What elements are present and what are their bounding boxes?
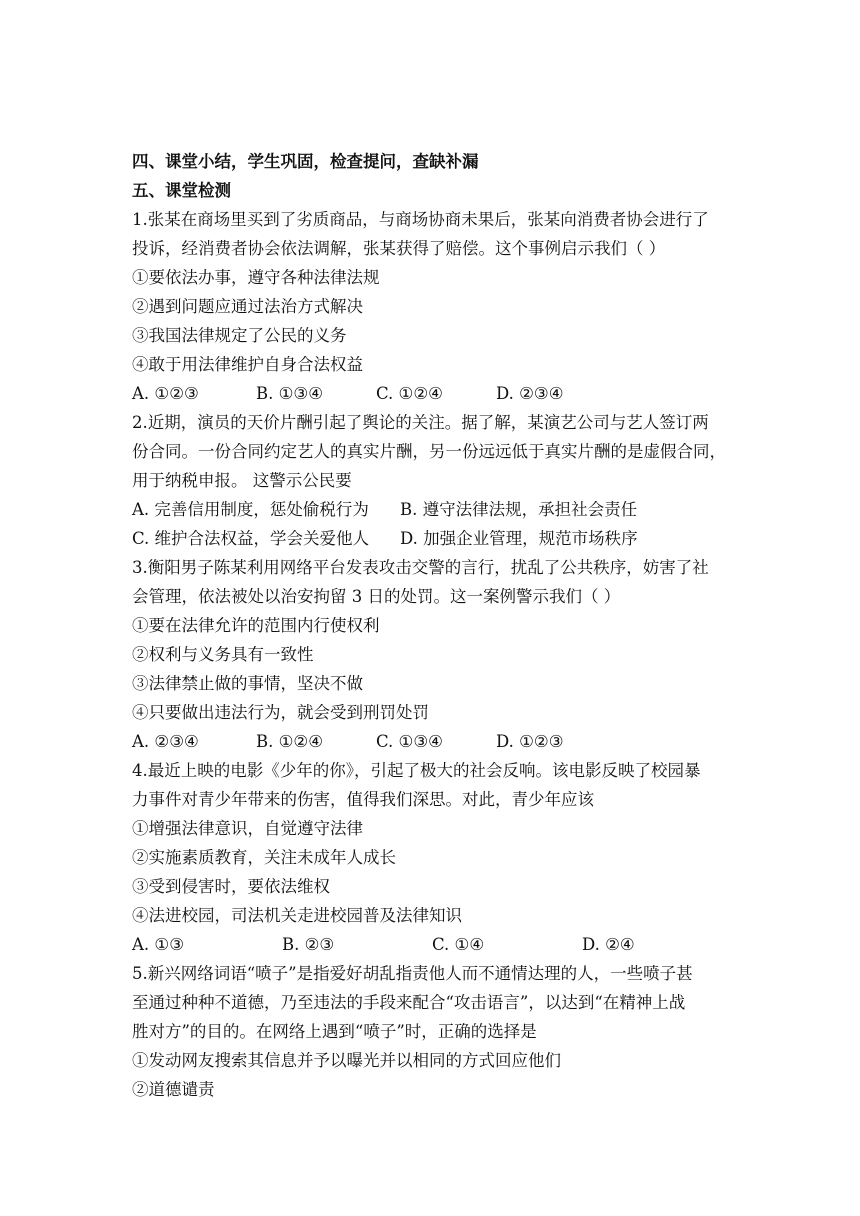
document-content — [132, 147, 732, 1104]
question-5-stem-line: 至通过种种不道德，乃至违法的手段来配合“攻击语言”，以达到“在精神上战 — [132, 993, 686, 1012]
question-2-stem-line: 用于纳税申报。 这警示公民要 — [132, 471, 352, 490]
option-c: C. ①②④ — [376, 384, 443, 403]
question-4-item: ①增强法律意识，自觉遵守法律 — [132, 819, 363, 838]
question-3-stem-line: 会管理，依法被处以治安拘留 3 日的处罚。这一案例警示我们（ ） — [132, 587, 621, 606]
option-c: C. 维护合法权益，学会关爱他人 — [132, 529, 370, 548]
option-b: B. ①③④ — [256, 384, 323, 403]
question-3 — [132, 553, 732, 756]
option-d: D. ①②③ — [496, 732, 564, 751]
question-3-options — [132, 727, 732, 756]
question-5-item: ②道德谴责 — [132, 1080, 215, 1099]
option-a: A. ②③④ — [132, 732, 199, 751]
question-1-options — [132, 379, 732, 408]
option-c: C. ①④ — [432, 935, 485, 954]
question-1-item: ④敢于用法律维护自身合法权益 — [132, 355, 363, 374]
option-a: A. 完善信用制度，惩处偷税行为 — [132, 500, 369, 519]
question-1-stem-line: 投诉，经消费者协会依法调解，张某获得了赔偿。这个事例启示我们（ ） — [132, 239, 666, 258]
option-b: B. 遵守法律法规，承担社会责任 — [400, 500, 638, 519]
option-d: D. ②④ — [582, 935, 635, 954]
question-1-stem-line: 1.张某在商场里买到了劣质商品，与商场协商未果后，张某向消费者协会进行了 — [132, 210, 709, 229]
question-4-item: ②实施素质教育，关注未成年人成长 — [132, 848, 396, 867]
option-a: A. ①②③ — [132, 384, 199, 403]
question-2 — [132, 408, 732, 553]
question-5-stem-line: 5.新兴网络词语“喷子”是指爱好胡乱指责他人而不通情达理的人，一些喷子甚 — [132, 964, 693, 983]
question-4-item: ④法进校园，司法机关走进校园普及法律知识 — [132, 906, 462, 925]
option-d: D. ②③④ — [496, 384, 564, 403]
question-3-stem-line: 3.衡阳男子陈某利用网络平台发表攻击交警的言行，扰乱了公共秩序，妨害了社 — [132, 558, 709, 577]
option-c: C. ①③④ — [376, 732, 443, 751]
test-heading: 五、课堂检测 — [132, 181, 231, 200]
question-5 — [132, 959, 732, 1104]
question-2-stem-line: 2.近期，演员的天价片酬引起了舆论的关注。据了解，某演艺公司与艺人签订两 — [132, 413, 709, 432]
question-3-item: ②权利与义务具有一致性 — [132, 645, 314, 664]
question-3-item: ③法律禁止做的事情，坚决不做 — [132, 674, 363, 693]
summary-heading: 四、课堂小结，学生巩固，检查提问，查缺补漏 — [132, 152, 479, 171]
question-2-options-row — [132, 495, 732, 524]
question-1-item: ②遇到问题应通过法治方式解决 — [132, 297, 363, 316]
option-b: B. ②③ — [282, 935, 335, 954]
question-4 — [132, 756, 732, 959]
question-2-options-row — [132, 524, 732, 553]
question-5-stem-line: 胜对方”的目的。在网络上遇到“喷子”时，正确的选择是 — [132, 1022, 537, 1041]
option-b: B. ①②④ — [256, 732, 323, 751]
question-4-stem-line: 4.最近上映的电影《少年的你》，引起了极大的社会反响。该电影反映了校园暴 — [132, 761, 701, 780]
question-4-item: ③受到侵害时，要依法维权 — [132, 877, 330, 896]
question-1 — [132, 205, 732, 408]
option-a: A. ①③ — [132, 935, 184, 954]
question-4-stem-line: 力事件对青少年带来的伤害，值得我们深思。对此，青少年应该 — [132, 790, 594, 809]
question-4-options — [132, 930, 732, 959]
question-2-stem-line: 份合同。一份合同约定艺人的真实片酬，另一份远远低于真实片酬的是虚假合同， — [132, 442, 726, 461]
question-3-item: ①要在法律允许的范围内行使权利 — [132, 616, 380, 635]
question-3-item: ④只要做出违法行为，就会受到刑罚处罚 — [132, 703, 429, 722]
question-5-item: ①发动网友搜索其信息并予以曝光并以相同的方式回应他们 — [132, 1051, 561, 1070]
question-1-item: ①要依法办事，遵守各种法律法规 — [132, 268, 380, 287]
option-d: D. 加强企业管理，规范市场秩序 — [400, 529, 638, 548]
question-1-item: ③我国法律规定了公民的义务 — [132, 326, 347, 345]
